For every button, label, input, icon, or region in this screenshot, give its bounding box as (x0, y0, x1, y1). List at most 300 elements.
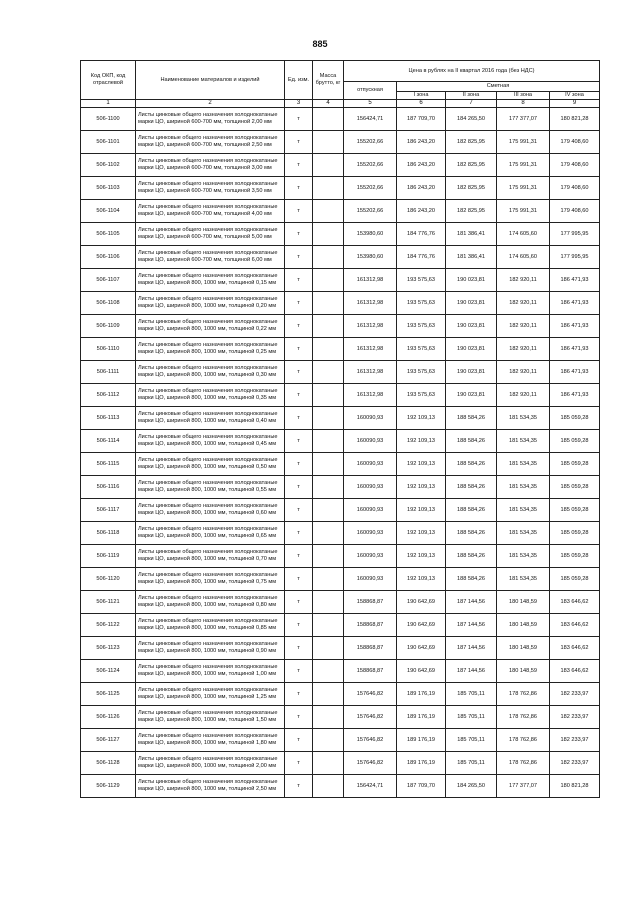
item-mass (313, 522, 344, 545)
price-zone-2: 190 023,81 (446, 338, 497, 361)
price-zone-2: 181 386,41 (446, 246, 497, 269)
item-mass (313, 269, 344, 292)
item-mass (313, 246, 344, 269)
table-row (81, 476, 600, 499)
price-zone-1: 193 575,63 (397, 315, 446, 338)
table-row (81, 614, 600, 637)
item-unit: т (285, 775, 313, 798)
price-wholesale: 160090,93 (344, 476, 397, 499)
table-row (81, 430, 600, 453)
item-mass (313, 338, 344, 361)
item-code: 506-1119 (81, 545, 136, 568)
item-mass (313, 614, 344, 637)
header-name: Наименование материалов и изделий (136, 61, 285, 100)
price-wholesale: 157646,82 (344, 706, 397, 729)
price-zone-3: 174 605,60 (497, 246, 550, 269)
item-code: 506-1115 (81, 453, 136, 476)
item-mass (313, 407, 344, 430)
price-zone-3: 181 534,35 (497, 522, 550, 545)
item-mass (313, 683, 344, 706)
price-wholesale: 161312,98 (344, 315, 397, 338)
item-name: Листы цинковые общего назначения холоднокатаные марки ЦО, шириной 800, 1000 мм, толщиной 1,00 мм (136, 660, 285, 683)
table-row (81, 223, 600, 246)
price-zone-4: 185 059,28 (550, 407, 600, 430)
price-wholesale: 160090,93 (344, 499, 397, 522)
price-zone-1: 192 109,13 (397, 453, 446, 476)
table-row (81, 407, 600, 430)
item-name: Листы цинковые общего назначения холоднокатаные марки ЦО, шириной 800, 1000 мм, толщиной 1,25 мм (136, 683, 285, 706)
price-zone-4: 177 995,95 (550, 246, 600, 269)
price-wholesale: 157646,82 (344, 683, 397, 706)
column-number: 9 (550, 100, 600, 108)
item-name: Листы цинковые общего назначения холоднокатаные марки ЦО, шириной 800, 1000 мм, толщиной 1,80 мм (136, 729, 285, 752)
price-zone-3: 180 148,59 (497, 614, 550, 637)
item-unit: т (285, 499, 313, 522)
price-zone-2: 188 584,26 (446, 545, 497, 568)
table-row (81, 545, 600, 568)
table-row (81, 292, 600, 315)
column-number: 7 (446, 100, 497, 108)
price-zone-3: 175 991,31 (497, 131, 550, 154)
price-zone-2: 185 705,11 (446, 752, 497, 775)
item-unit: т (285, 131, 313, 154)
price-wholesale: 160090,93 (344, 545, 397, 568)
item-code: 506-1124 (81, 660, 136, 683)
price-zone-1: 186 243,20 (397, 200, 446, 223)
item-code: 506-1121 (81, 591, 136, 614)
price-zone-1: 184 776,76 (397, 246, 446, 269)
price-zone-4: 185 059,28 (550, 476, 600, 499)
price-zone-4: 186 471,93 (550, 292, 600, 315)
item-code: 506-1100 (81, 108, 136, 131)
price-zone-4: 180 821,28 (550, 775, 600, 798)
item-unit: т (285, 407, 313, 430)
price-zone-3: 177 377,07 (497, 775, 550, 798)
price-zone-3: 182 920,11 (497, 361, 550, 384)
price-wholesale: 160090,93 (344, 522, 397, 545)
price-wholesale: 155202,66 (344, 131, 397, 154)
item-name: Листы цинковые общего назначения холоднокатаные марки ЦО, шириной 600-700 мм, толщиной 5,00 мм (136, 223, 285, 246)
item-code: 506-1122 (81, 614, 136, 637)
price-wholesale: 158868,87 (344, 591, 397, 614)
price-zone-2: 187 144,56 (446, 660, 497, 683)
price-zone-1: 186 243,20 (397, 177, 446, 200)
column-number: 5 (344, 100, 397, 108)
price-zone-1: 192 109,13 (397, 430, 446, 453)
price-zone-3: 181 534,35 (497, 453, 550, 476)
item-code: 506-1107 (81, 269, 136, 292)
item-code: 506-1123 (81, 637, 136, 660)
page-number: 885 (312, 39, 328, 49)
price-zone-2: 188 584,26 (446, 430, 497, 453)
table-row (81, 177, 600, 200)
item-unit: т (285, 269, 313, 292)
item-code: 506-1105 (81, 223, 136, 246)
price-zone-2: 190 023,81 (446, 292, 497, 315)
item-code: 506-1125 (81, 683, 136, 706)
item-unit: т (285, 752, 313, 775)
price-zone-2: 185 705,11 (446, 683, 497, 706)
price-zone-4: 183 646,62 (550, 591, 600, 614)
item-name: Листы цинковые общего назначения холоднокатаные марки ЦО, шириной 800, 1000 мм, толщиной 0,80 мм (136, 591, 285, 614)
price-zone-2: 190 023,81 (446, 384, 497, 407)
header-price-group: Цена в рублях на II квартал 2016 года (без НДС) (344, 61, 600, 82)
table-row (81, 729, 600, 752)
item-unit: т (285, 568, 313, 591)
item-name: Листы цинковые общего назначения холоднокатаные марки ЦО, шириной 800, 1000 мм, толщиной 0,45 мм (136, 430, 285, 453)
item-code: 506-1120 (81, 568, 136, 591)
price-zone-2: 188 584,26 (446, 476, 497, 499)
item-code: 506-1111 (81, 361, 136, 384)
price-zone-3: 180 148,59 (497, 637, 550, 660)
item-code: 506-1113 (81, 407, 136, 430)
price-wholesale: 158868,87 (344, 614, 397, 637)
price-zone-1: 184 776,76 (397, 223, 446, 246)
table-row (81, 338, 600, 361)
price-zone-2: 185 705,11 (446, 729, 497, 752)
price-zone-2: 188 584,26 (446, 499, 497, 522)
price-wholesale: 160090,93 (344, 407, 397, 430)
price-zone-4: 183 646,62 (550, 614, 600, 637)
price-zone-4: 179 408,60 (550, 154, 600, 177)
header-code: Код ОКП, код отраслевой (81, 61, 136, 100)
price-zone-3: 178 762,86 (497, 729, 550, 752)
price-zone-1: 192 109,13 (397, 407, 446, 430)
item-mass (313, 361, 344, 384)
item-mass (313, 591, 344, 614)
item-code: 506-1101 (81, 131, 136, 154)
price-zone-1: 187 709,70 (397, 775, 446, 798)
price-zone-1: 187 709,70 (397, 108, 446, 131)
item-mass (313, 706, 344, 729)
header-unit: Ед. изм. (285, 61, 313, 100)
price-zone-3: 182 920,11 (497, 384, 550, 407)
item-mass (313, 729, 344, 752)
price-zone-4: 185 059,28 (550, 568, 600, 591)
price-zone-3: 181 534,35 (497, 430, 550, 453)
price-zone-2: 184 265,50 (446, 775, 497, 798)
price-wholesale: 160090,93 (344, 568, 397, 591)
item-mass (313, 200, 344, 223)
price-zone-1: 189 176,19 (397, 706, 446, 729)
table-row (81, 568, 600, 591)
item-unit: т (285, 591, 313, 614)
item-name: Листы цинковые общего назначения холоднокатаные марки ЦО, шириной 800, 1000 мм, толщиной 0,50 мм (136, 453, 285, 476)
item-mass (313, 108, 344, 131)
column-number: 4 (313, 100, 344, 108)
price-zone-3: 181 534,35 (497, 476, 550, 499)
item-unit: т (285, 246, 313, 269)
price-zone-3: 181 534,35 (497, 568, 550, 591)
item-mass (313, 430, 344, 453)
price-zone-4: 180 821,28 (550, 108, 600, 131)
item-code: 506-1117 (81, 499, 136, 522)
column-number: 1 (81, 100, 136, 108)
price-zone-4: 182 233,97 (550, 729, 600, 752)
price-wholesale: 158868,87 (344, 660, 397, 683)
item-name: Листы цинковые общего назначения холоднокатаные марки ЦО, шириной 800, 1000 мм, толщиной 0,75 мм (136, 568, 285, 591)
table-row (81, 591, 600, 614)
price-zone-3: 182 920,11 (497, 315, 550, 338)
table-row (81, 384, 600, 407)
price-zone-1: 190 642,69 (397, 614, 446, 637)
price-zone-3: 182 920,11 (497, 338, 550, 361)
price-zone-4: 183 646,62 (550, 637, 600, 660)
item-unit: т (285, 315, 313, 338)
price-zone-1: 190 642,69 (397, 660, 446, 683)
item-name: Листы цинковые общего назначения холоднокатаные марки ЦО, шириной 600-700 мм, толщиной 2,00 мм (136, 108, 285, 131)
price-wholesale: 157646,82 (344, 729, 397, 752)
price-wholesale: 160090,93 (344, 430, 397, 453)
item-code: 506-1108 (81, 292, 136, 315)
item-code: 506-1129 (81, 775, 136, 798)
item-code: 506-1127 (81, 729, 136, 752)
item-code: 506-1114 (81, 430, 136, 453)
item-mass (313, 499, 344, 522)
price-zone-4: 177 995,95 (550, 223, 600, 246)
header-zone-3: III зона (497, 92, 550, 100)
price-zone-4: 186 471,93 (550, 361, 600, 384)
header-zone-4: IV зона (550, 92, 600, 100)
item-name: Листы цинковые общего назначения холоднокатаные марки ЦО, шириной 600-700 мм, толщиной 3,00 мм (136, 154, 285, 177)
item-code: 506-1109 (81, 315, 136, 338)
price-zone-3: 182 920,11 (497, 292, 550, 315)
price-zone-3: 175 991,31 (497, 200, 550, 223)
item-unit: т (285, 545, 313, 568)
item-code: 506-1106 (81, 246, 136, 269)
item-name: Листы цинковые общего назначения холоднокатаные марки ЦО, шириной 800, 1000 мм, толщиной 0,90 мм (136, 637, 285, 660)
price-wholesale: 153980,60 (344, 246, 397, 269)
item-mass (313, 292, 344, 315)
header-wholesale: отпускная (344, 82, 397, 100)
price-zone-1: 193 575,63 (397, 338, 446, 361)
item-unit: т (285, 154, 313, 177)
price-zone-2: 182 825,95 (446, 177, 497, 200)
item-name: Листы цинковые общего назначения холоднокатаные марки ЦО, шириной 600-700 мм, толщиной 6,00 мм (136, 246, 285, 269)
item-name: Листы цинковые общего назначения холоднокатаные марки ЦО, шириной 800, 1000 мм, толщиной 0,15 мм (136, 269, 285, 292)
item-mass (313, 223, 344, 246)
price-zone-2: 188 584,26 (446, 568, 497, 591)
price-zone-2: 182 825,95 (446, 200, 497, 223)
price-zone-3: 178 762,86 (497, 683, 550, 706)
price-zone-4: 185 059,28 (550, 430, 600, 453)
price-zone-1: 190 642,69 (397, 591, 446, 614)
price-zone-3: 180 148,59 (497, 591, 550, 614)
price-wholesale: 153980,60 (344, 223, 397, 246)
item-unit: т (285, 706, 313, 729)
price-zone-1: 186 243,20 (397, 131, 446, 154)
item-name: Листы цинковые общего назначения холоднокатаные марки ЦО, шириной 800, 1000 мм, толщиной 0,70 мм (136, 545, 285, 568)
item-name: Листы цинковые общего назначения холоднокатаные марки ЦО, шириной 800, 1000 мм, толщиной 0,25 мм (136, 338, 285, 361)
item-unit: т (285, 729, 313, 752)
price-zone-3: 181 534,35 (497, 545, 550, 568)
item-unit: т (285, 637, 313, 660)
item-unit: т (285, 384, 313, 407)
price-zone-4: 179 408,60 (550, 200, 600, 223)
price-wholesale: 155202,66 (344, 154, 397, 177)
item-name: Листы цинковые общего назначения холоднокатаные марки ЦО, шириной 800, 1000 мм, толщиной 0,22 мм (136, 315, 285, 338)
price-zone-4: 183 646,62 (550, 660, 600, 683)
table-row (81, 637, 600, 660)
price-zone-4: 186 471,93 (550, 338, 600, 361)
table-row (81, 499, 600, 522)
item-mass (313, 315, 344, 338)
column-number: 8 (497, 100, 550, 108)
price-wholesale: 156424,71 (344, 108, 397, 131)
price-zone-2: 185 705,11 (446, 706, 497, 729)
table-row (81, 361, 600, 384)
price-zone-1: 193 575,63 (397, 292, 446, 315)
item-code: 506-1110 (81, 338, 136, 361)
price-zone-3: 175 991,31 (497, 177, 550, 200)
price-zone-4: 186 471,93 (550, 384, 600, 407)
price-wholesale: 161312,98 (344, 292, 397, 315)
price-zone-2: 190 023,81 (446, 269, 497, 292)
price-zone-2: 188 584,26 (446, 453, 497, 476)
table-row (81, 108, 600, 131)
price-zone-4: 185 059,28 (550, 453, 600, 476)
item-mass (313, 453, 344, 476)
price-zone-1: 189 176,19 (397, 729, 446, 752)
item-mass (313, 568, 344, 591)
table-row (81, 522, 600, 545)
item-name: Листы цинковые общего назначения холоднокатаные марки ЦО, шириной 800, 1000 мм, толщиной 0,65 мм (136, 522, 285, 545)
item-unit: т (285, 522, 313, 545)
item-name: Листы цинковые общего назначения холоднокатаные марки ЦО, шириной 800, 1000 мм, толщиной 0,20 мм (136, 292, 285, 315)
item-unit: т (285, 614, 313, 637)
column-number: 3 (285, 100, 313, 108)
price-zone-3: 178 762,86 (497, 752, 550, 775)
price-zone-1: 192 109,13 (397, 545, 446, 568)
item-mass (313, 131, 344, 154)
item-mass (313, 154, 344, 177)
price-zone-4: 186 471,93 (550, 315, 600, 338)
price-zone-2: 187 144,56 (446, 637, 497, 660)
item-unit: т (285, 338, 313, 361)
price-zone-2: 190 023,81 (446, 361, 497, 384)
item-unit: т (285, 292, 313, 315)
column-number: 2 (136, 100, 285, 108)
price-zone-4: 182 233,97 (550, 752, 600, 775)
price-zone-2: 190 023,81 (446, 315, 497, 338)
price-wholesale: 160090,93 (344, 453, 397, 476)
item-name: Листы цинковые общего назначения холоднокатаные марки ЦО, шириной 800, 1000 мм, толщиной 0,40 мм (136, 407, 285, 430)
price-zone-3: 177 377,07 (497, 108, 550, 131)
price-zone-2: 188 584,26 (446, 522, 497, 545)
price-zone-4: 185 059,28 (550, 545, 600, 568)
price-table (80, 60, 600, 798)
item-unit: т (285, 476, 313, 499)
price-zone-2: 182 825,95 (446, 154, 497, 177)
table-row (81, 269, 600, 292)
price-wholesale: 161312,98 (344, 384, 397, 407)
item-name: Листы цинковые общего назначения холоднокатаные марки ЦО, шириной 800, 1000 мм, толщиной 0,55 мм (136, 476, 285, 499)
item-unit: т (285, 660, 313, 683)
price-zone-4: 179 408,60 (550, 131, 600, 154)
column-number: 6 (397, 100, 446, 108)
item-mass (313, 660, 344, 683)
price-zone-3: 182 920,11 (497, 269, 550, 292)
item-mass (313, 177, 344, 200)
item-name: Листы цинковые общего назначения холоднокатаные марки ЦО, шириной 800, 1000 мм, толщиной 1,50 мм (136, 706, 285, 729)
price-zone-3: 174 605,60 (497, 223, 550, 246)
price-zone-4: 186 471,93 (550, 269, 600, 292)
item-name: Листы цинковые общего назначения холоднокатаные марки ЦО, шириной 800, 1000 мм, толщиной 0,35 мм (136, 384, 285, 407)
price-zone-1: 186 243,20 (397, 154, 446, 177)
item-code: 506-1102 (81, 154, 136, 177)
item-mass (313, 545, 344, 568)
item-name: Листы цинковые общего назначения холоднокатаные марки ЦО, шириной 600-700 мм, толщиной 2,50 мм (136, 131, 285, 154)
item-mass (313, 775, 344, 798)
item-unit: т (285, 200, 313, 223)
price-zone-4: 185 059,28 (550, 499, 600, 522)
price-zone-2: 184 265,50 (446, 108, 497, 131)
price-zone-1: 193 575,63 (397, 361, 446, 384)
item-unit: т (285, 177, 313, 200)
price-zone-2: 187 144,56 (446, 591, 497, 614)
table-row (81, 453, 600, 476)
price-wholesale: 155202,66 (344, 177, 397, 200)
price-wholesale: 156424,71 (344, 775, 397, 798)
price-wholesale: 161312,98 (344, 269, 397, 292)
item-name: Листы цинковые общего назначения холоднокатаные марки ЦО, шириной 800, 1000 мм, толщиной 2,50 мм (136, 775, 285, 798)
price-zone-1: 189 176,19 (397, 683, 446, 706)
item-mass (313, 476, 344, 499)
item-name: Листы цинковые общего назначения холоднокатаные марки ЦО, шириной 600-700 мм, толщиной 3,50 мм (136, 177, 285, 200)
table-row (81, 752, 600, 775)
table-row (81, 775, 600, 798)
item-mass (313, 752, 344, 775)
price-zone-1: 192 109,13 (397, 522, 446, 545)
price-zone-2: 188 584,26 (446, 407, 497, 430)
item-code: 506-1116 (81, 476, 136, 499)
price-zone-4: 182 233,97 (550, 706, 600, 729)
table-row (81, 683, 600, 706)
price-zone-4: 179 408,60 (550, 177, 600, 200)
price-zone-3: 175 991,31 (497, 154, 550, 177)
price-zone-4: 182 233,97 (550, 683, 600, 706)
header-mass: Масса брутто, кг (313, 61, 344, 100)
header-zone-1: I зона (397, 92, 446, 100)
price-zone-3: 178 762,86 (497, 706, 550, 729)
item-code: 506-1126 (81, 706, 136, 729)
price-zone-3: 181 534,35 (497, 499, 550, 522)
price-zone-2: 187 144,56 (446, 614, 497, 637)
item-code: 506-1118 (81, 522, 136, 545)
header-zone-2: II зона (446, 92, 497, 100)
price-wholesale: 161312,98 (344, 338, 397, 361)
price-wholesale: 158868,87 (344, 637, 397, 660)
item-unit: т (285, 683, 313, 706)
price-zone-1: 192 109,13 (397, 499, 446, 522)
price-zone-1: 189 176,19 (397, 752, 446, 775)
item-code: 506-1112 (81, 384, 136, 407)
item-name: Листы цинковые общего назначения холоднокатаные марки ЦО, шириной 600-700 мм, толщиной 4,00 мм (136, 200, 285, 223)
table-row (81, 315, 600, 338)
table-row (81, 706, 600, 729)
item-name: Листы цинковые общего назначения холоднокатаные марки ЦО, шириной 800, 1000 мм, толщиной 2,00 мм (136, 752, 285, 775)
item-code: 506-1128 (81, 752, 136, 775)
item-name: Листы цинковые общего назначения холоднокатаные марки ЦО, шириной 800, 1000 мм, толщиной 0,60 мм (136, 499, 285, 522)
price-wholesale: 155202,66 (344, 200, 397, 223)
item-unit: т (285, 223, 313, 246)
item-unit: т (285, 453, 313, 476)
item-code: 506-1104 (81, 200, 136, 223)
price-zone-2: 182 825,95 (446, 131, 497, 154)
item-unit: т (285, 108, 313, 131)
item-unit: т (285, 361, 313, 384)
table-row (81, 154, 600, 177)
